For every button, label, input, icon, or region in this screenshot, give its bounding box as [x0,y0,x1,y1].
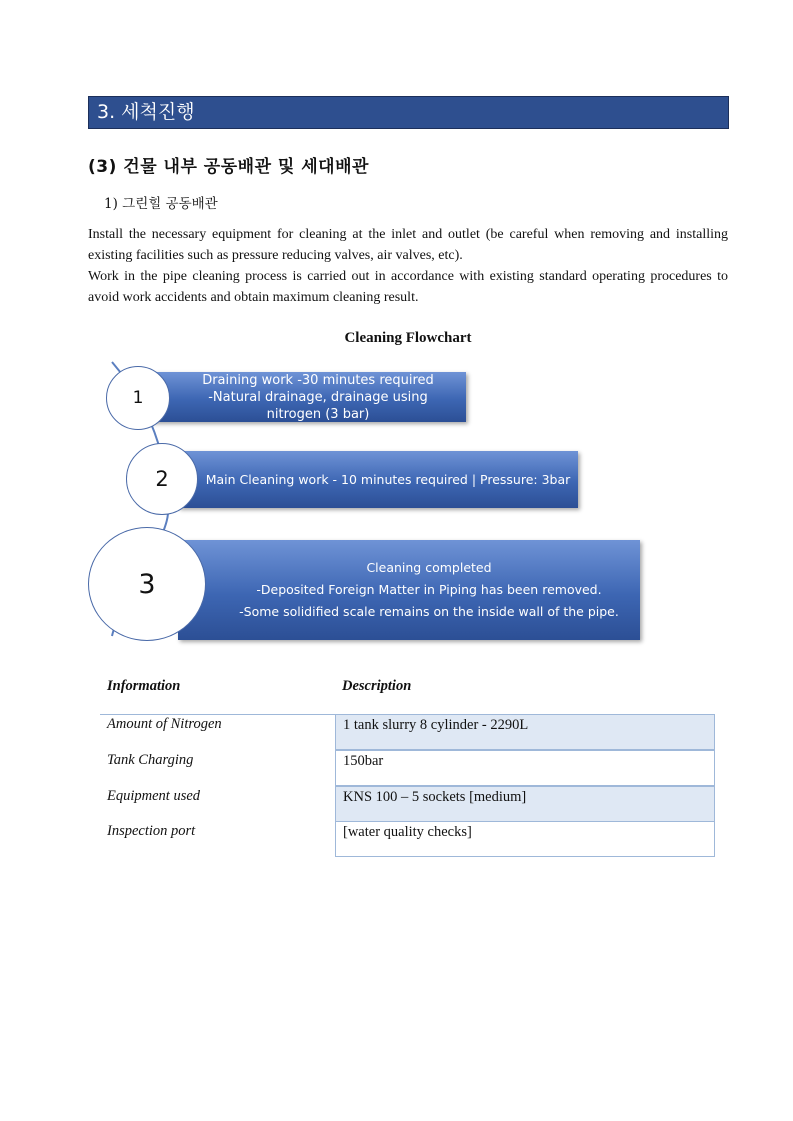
subheading: (3) 건물 내부 공동배관 및 세대배관 [88,157,369,177]
paragraph-procedure: Work in the pipe cleaning process is carried out in accordance with existing standard operating procedures to avoid work accidents and obtain maximum cleaning result. [88,269,728,305]
table-row-value: 150bar [335,750,715,786]
flowchart-title: Cleaning Flowchart [344,330,472,346]
table-row [100,821,715,857]
table-row-label: Inspection port [107,823,196,839]
flow-step-1-number: 1 [106,366,170,430]
table-row-value: [water quality checks] [335,821,715,857]
paragraph-installation: Install the necessary equipment for cleaning at the inlet and outlet (be careful when removing and installing existing facilities such as pressure reducing valves, air valves, etc). [88,227,728,263]
flow-step-1-box [148,372,466,422]
flow-step-1-text: Draining work -30 minutes required -Natural drainage, drainage using nitrogen (3 bar) [202,372,434,422]
table-row-label: Equipment used [107,788,201,804]
flow-step-2-text: Main Cleaning work - 10 minutes required | Pressure: 3bar [205,472,571,487]
table-row-label: Amount of Nitrogen [107,716,222,732]
section-title: 3. 세척진행 [97,101,195,123]
flow-step-2-box [178,451,578,508]
flow-step-2-number: 2 [126,443,198,515]
flow-step-3-box [178,540,640,640]
flow-step-3-text: Cleaning completed -Deposited Foreign Matter in Piping has been removed. -Some solidified scale remains on the inside wall of the pipe. [239,560,619,619]
table-row-label: Tank Charging [107,752,194,768]
table-row [100,750,715,786]
flow-step-3-number: 3 [88,527,206,641]
subsubheading: 1) 그린힐 공동배관 [104,196,218,212]
table-row-value: KNS 100 – 5 sockets [medium] [335,786,715,822]
table-row-value: 1 tank slurry 8 cylinder - 2290L [335,714,715,750]
table-header-information: Information [107,678,181,694]
table-row [100,786,715,822]
table-row [100,714,715,750]
table-header-description: Description [342,678,412,694]
